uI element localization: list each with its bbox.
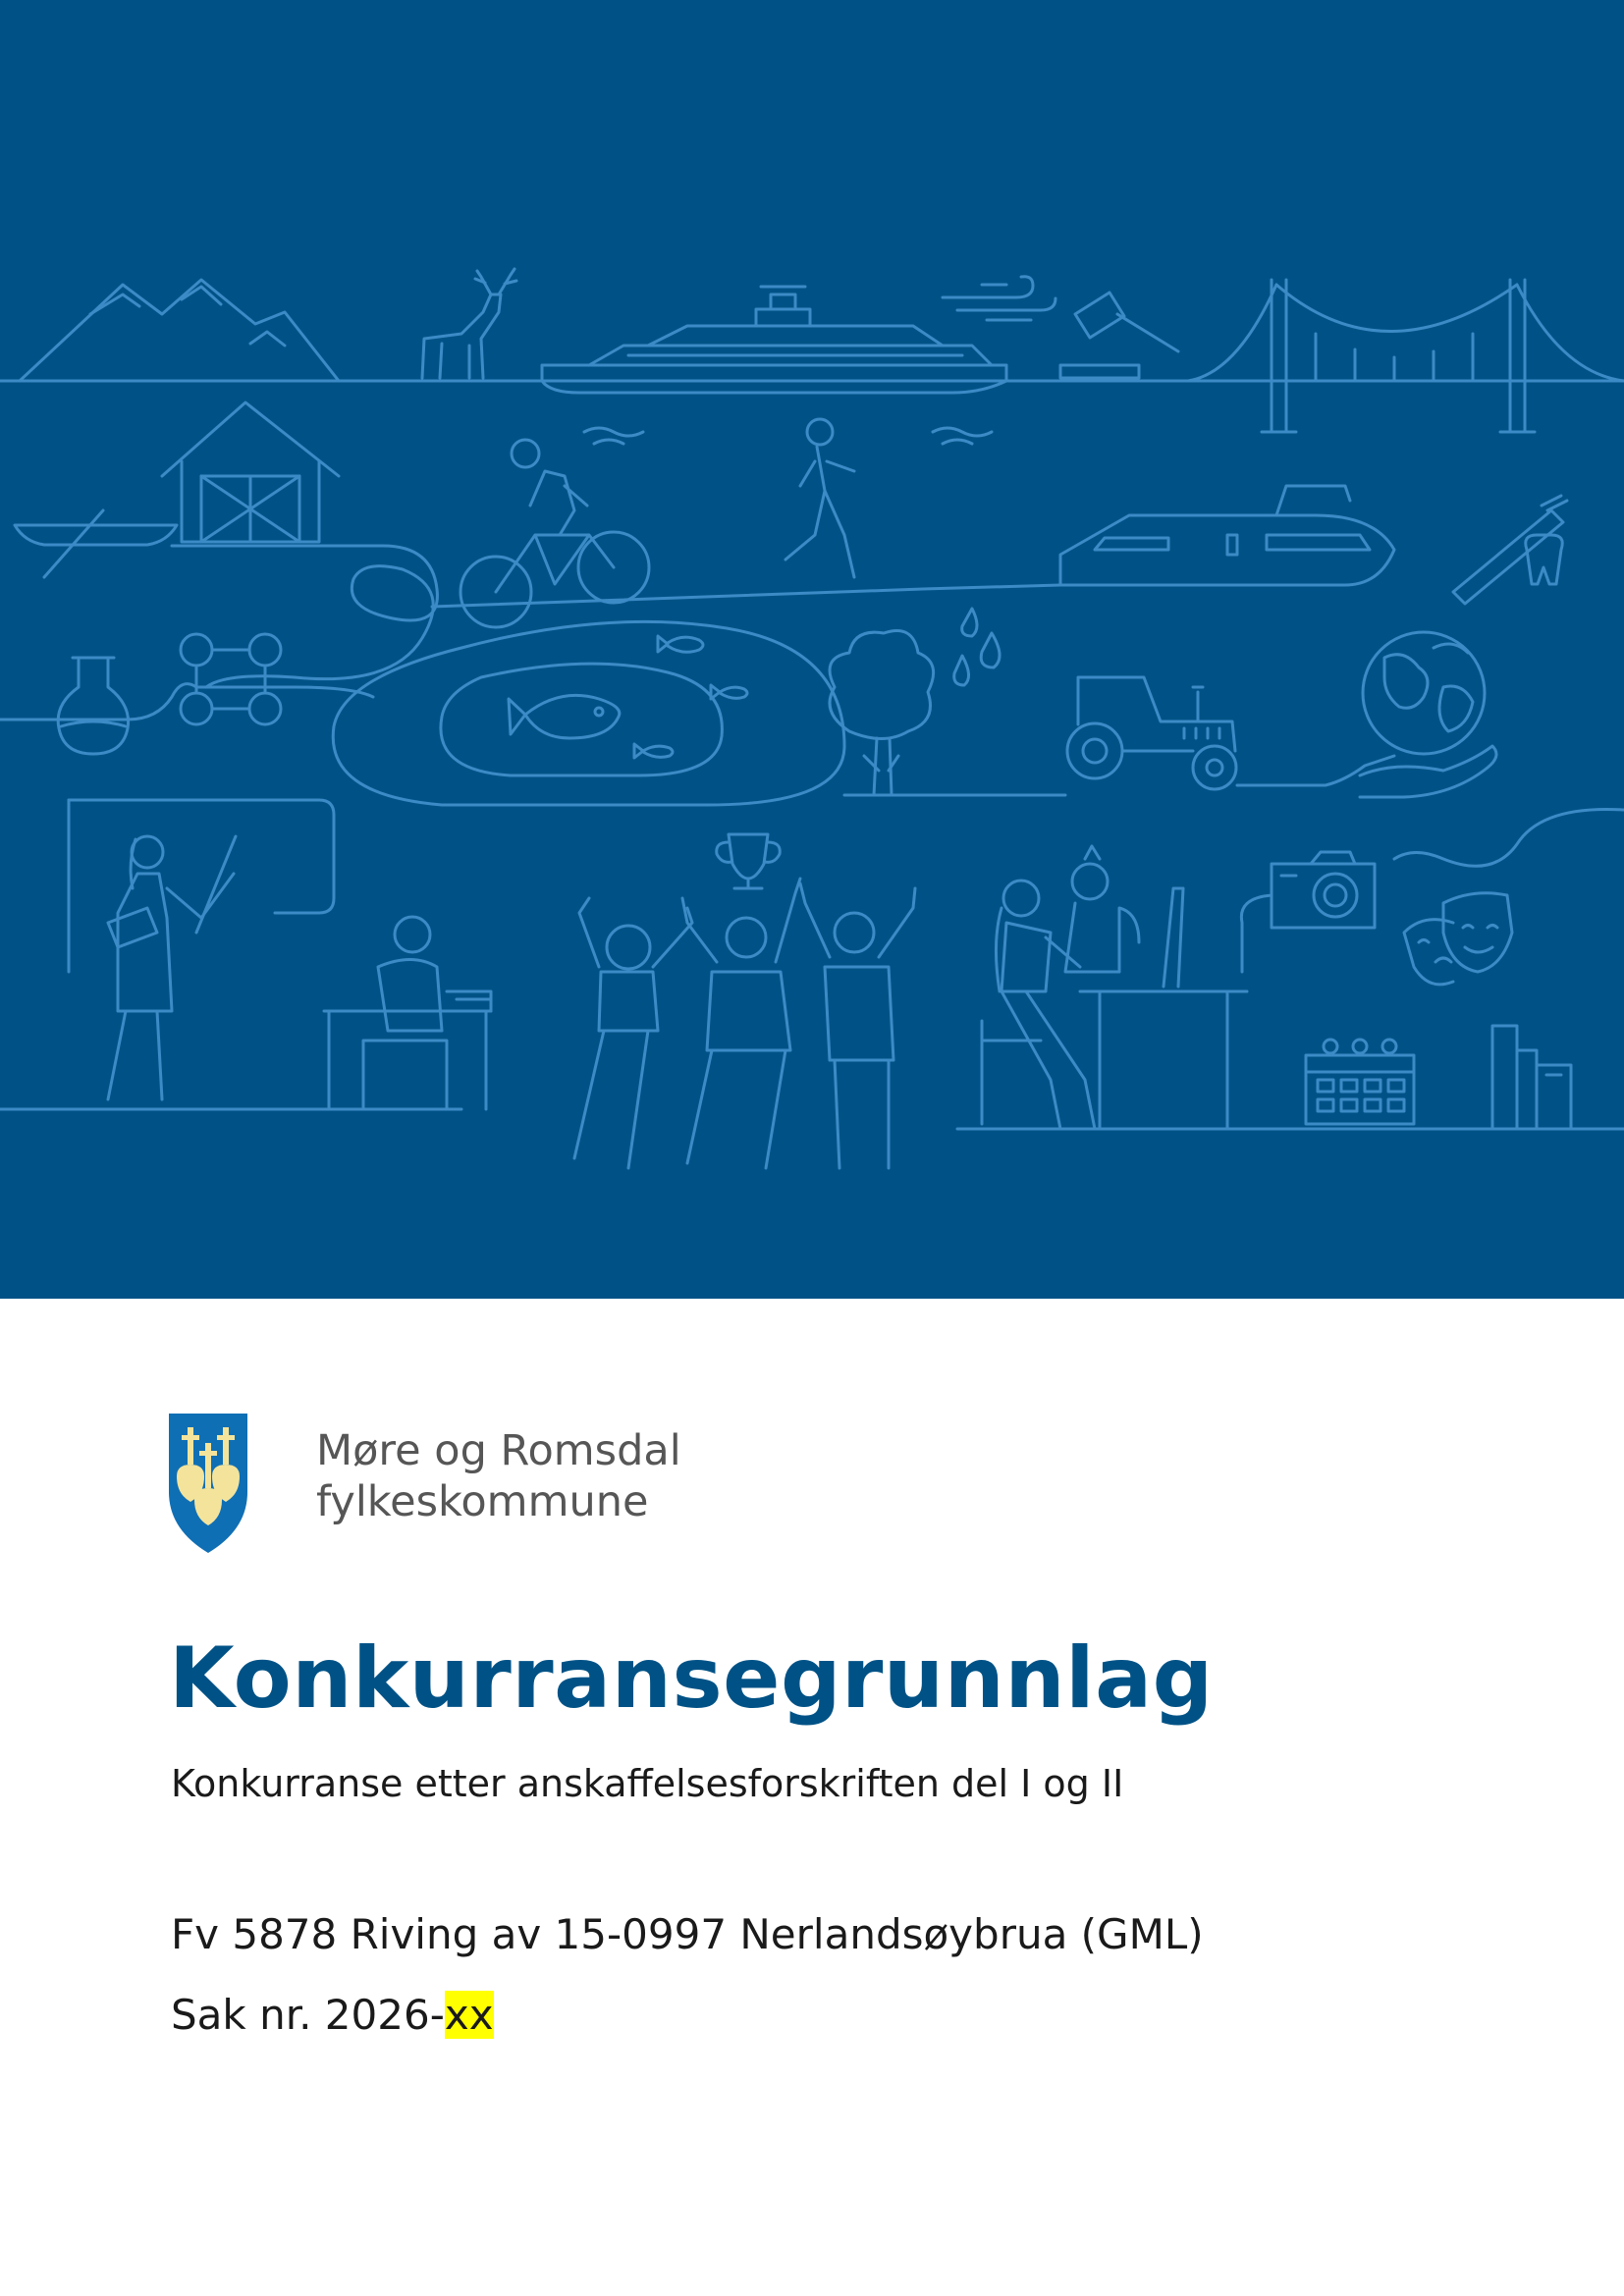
organization-name-line2: fylkeskommune [316, 1477, 649, 1526]
calendar-icon [1306, 1040, 1414, 1124]
winding-path [1394, 809, 1624, 866]
mountains-icon [20, 280, 339, 381]
fish-icon [509, 695, 620, 738]
fish-icon [658, 636, 703, 652]
coat-of-arms-icon [169, 1414, 247, 1553]
gavel-icon [1060, 293, 1178, 378]
chalkboard-icon [69, 800, 334, 972]
fish-icon [634, 744, 673, 758]
case-number-prefix: Sak nr. 2026- [171, 1991, 445, 2039]
globe-icon [1360, 632, 1496, 797]
runner-icon [785, 419, 854, 577]
bridge-icon [1188, 280, 1624, 432]
water-ripple-icon [933, 428, 992, 444]
boathouse-icon [162, 402, 339, 542]
flask-icon [58, 658, 128, 754]
document-subtitle: Konkurranse etter anskaffelsesforskriften del I og II [171, 1762, 1124, 1805]
organization-name-line1: Møre og Romsdal [316, 1426, 681, 1475]
water-drops-icon [954, 609, 1000, 685]
organization-name [316, 1425, 681, 1527]
rowboat-icon [15, 510, 177, 577]
trophy-icon [717, 834, 781, 888]
lake-outline [333, 621, 844, 805]
case-number [171, 1991, 494, 2039]
deer-icon [422, 269, 516, 378]
teacher-icon [108, 836, 236, 1099]
speedboat-icon [432, 486, 1394, 607]
tooth-icon [1526, 535, 1563, 584]
winding-path [172, 546, 437, 687]
fish-icon [711, 685, 747, 699]
case-number-placeholder: xx [444, 1991, 494, 2039]
celebrating-group-icon [574, 879, 915, 1168]
document-title: Konkurransegrunnlag [169, 1629, 1214, 1728]
camera-icon [1241, 852, 1375, 972]
project-name: Fv 5878 Riving av 15-0997 Nerlandsøybrua (GML) [171, 1910, 1204, 1958]
student-icon [324, 917, 491, 1109]
tree-icon [830, 631, 934, 796]
tractor-icon [1067, 677, 1236, 789]
pond-outline [441, 664, 722, 775]
office-workers-icon [982, 846, 1247, 1129]
water-ripple-icon [584, 428, 643, 444]
toothbrush-icon [1453, 496, 1567, 604]
organization-logo [169, 1414, 758, 1561]
lake-shore [0, 684, 373, 720]
books-icon [1492, 1026, 1571, 1129]
theatre-masks-icon [1404, 893, 1512, 985]
wind-icon [943, 277, 1056, 320]
ferry-icon [542, 287, 1006, 393]
